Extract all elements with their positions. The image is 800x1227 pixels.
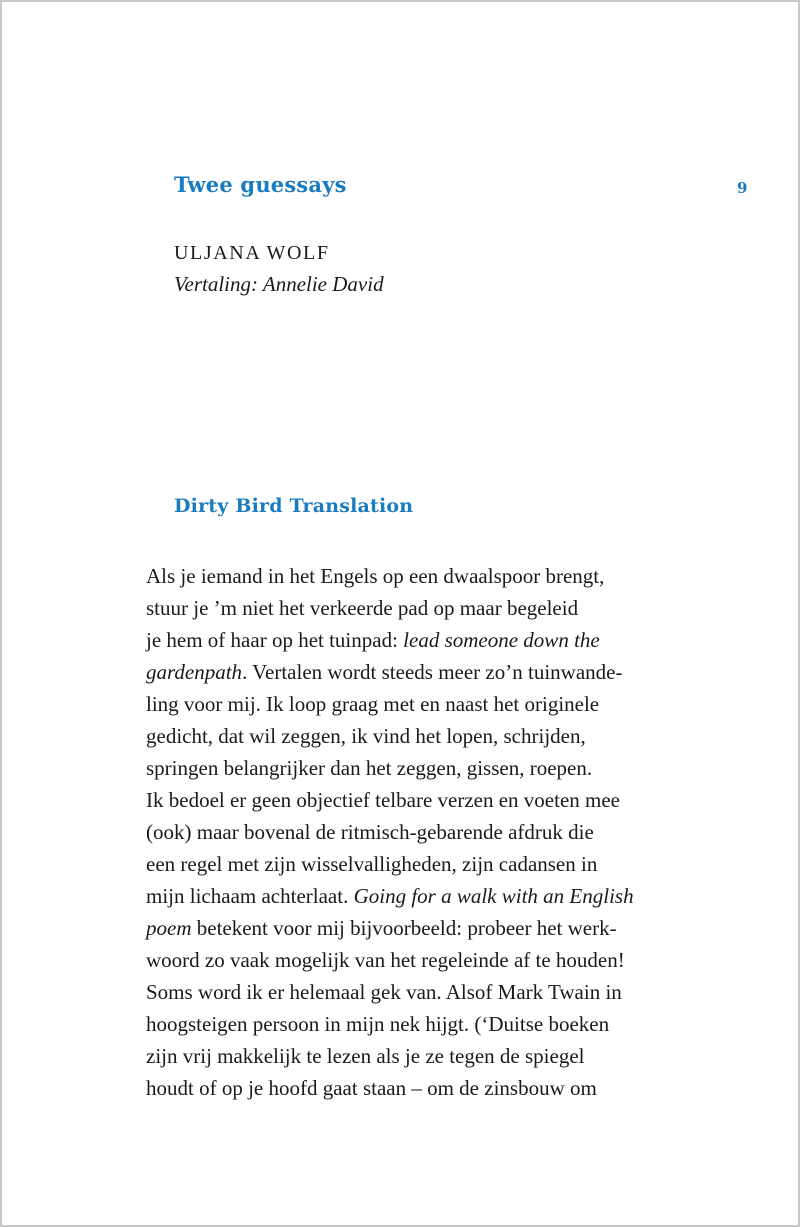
text-line: een regel met zijn wisselvalligheden, zijn cadansen in: [146, 852, 598, 876]
author-name: ULJANA WOLF: [174, 242, 330, 264]
page-number: 9: [737, 179, 748, 197]
translator-credit: Vertaling: Annelie David: [174, 272, 384, 296]
text-line: (ook) maar bovenal de ritmisch-gebarende afdruk die: [146, 820, 594, 844]
italic-phrase: poem: [146, 916, 192, 940]
text-line: hoogsteigen persoon in mijn nek hijgt. (‘Duitse boeken: [146, 1012, 610, 1036]
text-line: woord zo vaak mogelijk van het regeleinde af te houden!: [146, 948, 625, 972]
body-paragraph: [146, 560, 706, 1104]
text-line: Soms word ik er helemaal gek van. Alsof Mark Twain in: [146, 980, 622, 1004]
text-line: mijn lichaam achterlaat. Going for a walk with an English: [146, 884, 634, 908]
text-line: springen belangrijker dan het zeggen, gissen, roepen.: [146, 756, 593, 780]
text-line: je hem of haar op het tuinpad: lead someone down the: [146, 628, 600, 652]
text-line: gedicht, dat wil zeggen, ik vind het lopen, schrijden,: [146, 724, 586, 748]
text-line: poem betekent voor mij bijvoorbeeld: probeer het werk-: [146, 916, 617, 940]
text-line: stuur je ’m niet het verkeerde pad op maar begeleid: [146, 596, 579, 620]
text-line: ling voor mij. Ik loop graag met en naast het originele: [146, 692, 600, 716]
italic-phrase: Going for a walk with an English: [353, 884, 634, 908]
running-header-title: Twee guessays: [174, 172, 347, 197]
text-line: gardenpath. Vertalen wordt steeds meer zo’n tuinwande-: [146, 660, 623, 684]
text-line: Als je iemand in het Engels op een dwaalspoor brengt,: [146, 564, 605, 588]
italic-phrase: gardenpath: [146, 660, 243, 684]
text-line: houdt of op je hoofd gaat staan – om de zinsbouw om: [146, 1076, 597, 1100]
text-line: zijn vrij makkelijk te lezen als je ze tegen de spiegel: [146, 1044, 585, 1068]
text-line: Ik bedoel er geen objectief telbare verzen en voeten mee: [146, 788, 620, 812]
section-title: Dirty Bird Translation: [174, 495, 414, 517]
italic-phrase: lead someone down the: [403, 628, 600, 652]
